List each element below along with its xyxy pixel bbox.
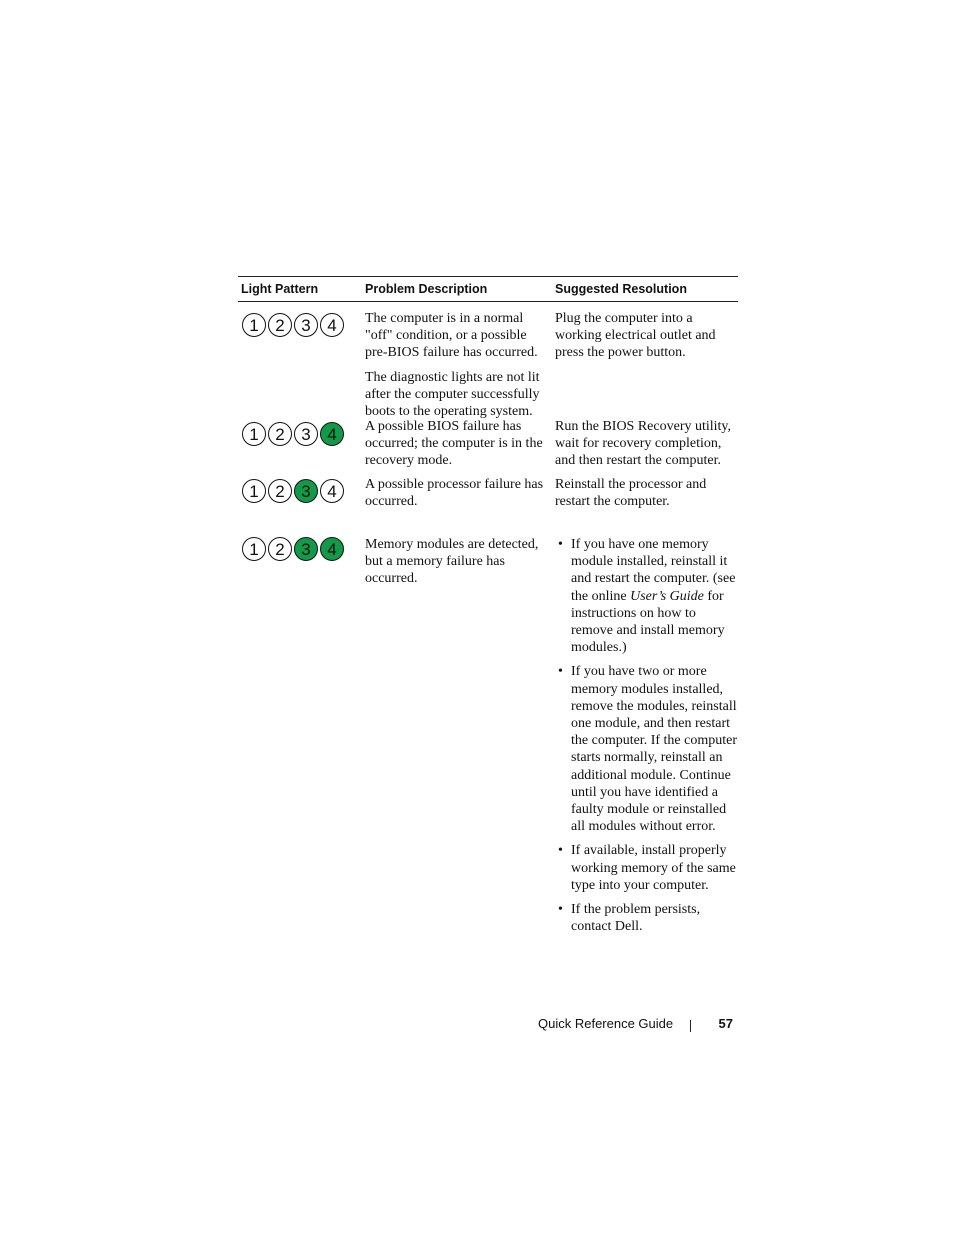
table-row xyxy=(238,302,738,420)
diagnostic-light-4: 4 xyxy=(320,313,344,337)
light-pattern xyxy=(241,536,362,561)
resolution-bullet-list xyxy=(555,536,738,935)
suggested-resolution-cell xyxy=(552,536,738,935)
problem-text: A possible BIOS failure has occurred; the computer is in the recovery mode. xyxy=(365,419,543,469)
footer-separator xyxy=(690,1020,691,1032)
resolution-bullet: • If available, install properly working memory of the same type into your computer. xyxy=(555,842,738,894)
footer-guide-title: Quick Reference Guide xyxy=(538,1016,674,1031)
problem-description-cell xyxy=(362,418,552,472)
table-row xyxy=(238,472,738,534)
diagnostic-light-3: 3 xyxy=(294,537,318,561)
suggested-resolution-cell xyxy=(552,476,738,534)
light-pattern xyxy=(241,418,362,446)
table-row xyxy=(238,412,738,472)
resolution-bullet: • If you have one memory module installed, reinstall it and restart the computer. (see the online User’s Guide for instructions on how to remove and install memory modules.) xyxy=(555,536,738,656)
light-pattern xyxy=(241,310,362,337)
diagnostic-light-3: 3 xyxy=(294,313,318,337)
light-pattern-cell xyxy=(238,418,362,472)
resolution-text: Run the BIOS Recovery utility, wait for recovery completion, and then restart the computer. xyxy=(555,419,732,469)
light-pattern-cell xyxy=(238,310,362,412)
problem-text: The computer is in a normal "off" condition, or a possible pre-BIOS failure has occurred. xyxy=(365,311,538,361)
problem-description-cell xyxy=(362,310,552,420)
diagnostic-light-3: 3 xyxy=(294,422,318,446)
problem-description-cell xyxy=(362,536,552,935)
light-pattern-cell xyxy=(238,476,362,534)
problem-text: The diagnostic lights are not lit after the computer successfully boots to the operating system. xyxy=(365,369,540,420)
diagnostic-light-2: 2 xyxy=(268,422,292,446)
suggested-resolution-cell xyxy=(552,418,738,472)
table-header-row xyxy=(238,277,738,302)
diagnostic-light-1: 1 xyxy=(242,422,266,446)
resolution-bullet: • If the problem persists, contact Dell. xyxy=(555,901,738,935)
problem-text: Memory modules are detected, but a memory failure has occurred. xyxy=(365,537,539,587)
diagnostic-light-4: 4 xyxy=(320,422,344,446)
problem-text: A possible processor failure has occurred. xyxy=(365,477,544,510)
header-light-pattern: Light Pattern xyxy=(241,282,319,296)
page-number: 57 xyxy=(718,1016,733,1031)
resolution-bullet: • If you have two or more memory modules installed, remove the modules, reinstall one module, and then restart the computer. If the computer starts normally, reinstall an additional module. Continue until you have identified a faulty module or reinstalled all modules without error. xyxy=(555,663,738,835)
light-pattern-cell xyxy=(238,536,362,935)
header-suggested-resolution: Suggested Resolution xyxy=(555,282,687,296)
table-row xyxy=(238,534,738,935)
diagnostic-lights-table xyxy=(238,276,738,935)
diagnostic-light-2: 2 xyxy=(268,479,292,503)
diagnostic-light-2: 2 xyxy=(268,537,292,561)
diagnostic-light-1: 1 xyxy=(242,313,266,337)
light-pattern xyxy=(241,476,362,503)
users-guide-title: User’s Guide xyxy=(630,588,704,604)
diagnostic-light-2: 2 xyxy=(268,313,292,337)
diagnostic-light-4: 4 xyxy=(320,479,344,503)
diagnostic-light-4: 4 xyxy=(320,537,344,561)
resolution-text: Reinstall the processor and restart the computer. xyxy=(555,477,707,510)
diagnostic-light-3: 3 xyxy=(294,479,318,503)
diagnostic-light-1: 1 xyxy=(242,537,266,561)
resolution-text: Plug the computer into a working electrical outlet and press the power button. xyxy=(555,311,716,361)
diagnostic-light-1: 1 xyxy=(242,479,266,503)
problem-description-cell xyxy=(362,476,552,534)
page-footer xyxy=(538,1015,735,1035)
header-problem-description: Problem Description xyxy=(365,282,488,296)
suggested-resolution-cell xyxy=(552,310,738,412)
